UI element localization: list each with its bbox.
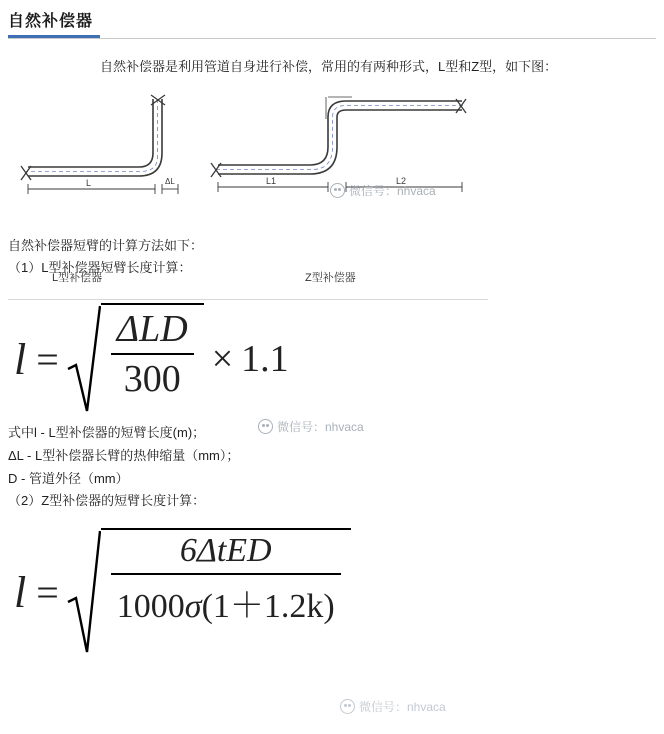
- l-shape-drawing: [10, 91, 200, 201]
- formula-2-denominator-coefficient: 1000: [116, 588, 185, 625]
- svg-text:ΔL: ΔL: [165, 177, 175, 186]
- watermark-text: 微信号：nhvaca: [359, 700, 446, 714]
- figure-divider: [8, 299, 488, 300]
- formula-2-denominator-bracket: (1＋1.2k): [201, 588, 335, 625]
- formula-2-radicand: [101, 528, 351, 656]
- formula-2-lhs: l: [14, 567, 27, 617]
- formula-1-lhs: l: [14, 334, 27, 384]
- watermark-logo-icon: [258, 419, 273, 434]
- formula-1-multiplier-sign: ×: [211, 338, 234, 380]
- formula-2-equals: =: [36, 569, 59, 615]
- svg-text:L: L: [86, 178, 92, 188]
- formula-1-radicand: [101, 303, 204, 415]
- l-shape-caption: L型补偿器: [52, 272, 103, 284]
- formula-2-fraction: [111, 532, 341, 627]
- formula-2: [14, 528, 664, 656]
- intro-paragraph: 自然补偿器是利用管道自身进行补偿，常用的有两种形式，L型和Z型，如下图：: [100, 59, 558, 74]
- legend-line-2: ΔL - L型补偿器长臂的热伸缩量（mm）；: [8, 448, 240, 463]
- legend-line-3: D - 管道外径（mm）: [8, 471, 129, 486]
- formula-1-denominator: 300: [123, 358, 181, 400]
- formula-2-denominator: [111, 575, 341, 627]
- formula-1-multiplier: 1.1: [241, 338, 289, 380]
- l-shape-figure: [10, 91, 200, 206]
- legend-line-1: 式中l - L型补偿器的短臂长度(m)；: [8, 425, 206, 440]
- formula-2-denominator-sigma: σ: [184, 588, 202, 625]
- formula-1-numerator: ΔLD: [111, 307, 194, 355]
- method-paragraph: 自然补偿器短臂的计算方法如下：: [8, 238, 204, 253]
- item1-paragraph: （1）L型补偿器短臂长度计算：: [8, 260, 192, 275]
- svg-text:L2: L2: [396, 176, 407, 186]
- formula-2-numerator: 6ΔtED: [111, 532, 341, 575]
- watermark-2: [258, 418, 364, 435]
- formula-2-radical: [67, 528, 351, 656]
- title-underline-rule: [8, 38, 656, 39]
- formula-1-fraction: [111, 307, 194, 401]
- watermark-3: [340, 698, 446, 715]
- radical-sign-icon: [67, 528, 101, 656]
- watermark-1: [330, 182, 436, 199]
- page-title-block: [0, 0, 664, 35]
- watermark-logo-icon: [340, 699, 355, 714]
- page-title: 自然补偿器: [8, 13, 94, 30]
- z-shape-caption: Z型补偿器: [305, 272, 356, 284]
- formula-1: [14, 303, 664, 415]
- radical-sign-icon: [67, 303, 101, 415]
- item2-paragraph: （2）Z型补偿器的短臂长度计算：: [8, 493, 206, 508]
- watermark-logo-icon: [330, 183, 345, 198]
- formula-1-equals: =: [36, 336, 59, 382]
- svg-text:L1: L1: [266, 176, 277, 186]
- watermark-text: 微信号：nhvaca: [277, 420, 364, 434]
- watermark-text: 微信号：nhvaca: [349, 184, 436, 198]
- formula-1-radical: [67, 303, 204, 415]
